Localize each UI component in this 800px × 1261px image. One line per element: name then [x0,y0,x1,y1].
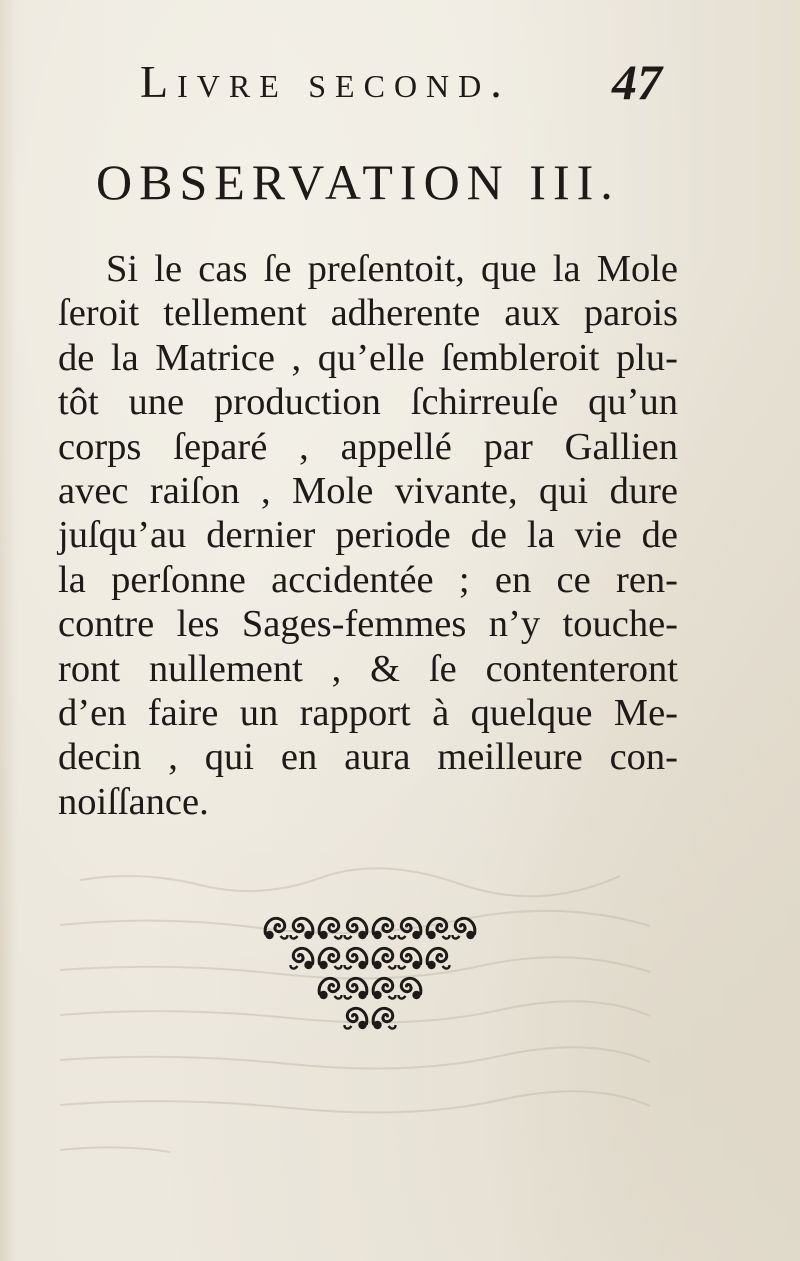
running-head-title: Livre second. [140,56,511,107]
fleuron-icon [345,1008,367,1029]
fleuron-icon [399,978,421,999]
fleuron-icon [427,948,449,969]
section-heading: OBSERVATION III. [96,154,620,210]
fleuron-icon [399,948,421,969]
fleuron-ornament-icon [255,910,485,1040]
fleuron-icon [373,918,395,939]
text-line: tôt une production ſchirreuſe qu’un [58,381,678,424]
text-line: ront nullement , & ſe contenteront [58,647,678,690]
fleuron-icon [399,918,421,939]
fleuron-icon [291,918,313,939]
text-line: d’en faire un rapport à quelque Me- [58,691,678,734]
text-line: decin , qui en aura meilleure con- [58,736,678,779]
fleuron-icon [319,918,341,939]
fleuron-icon [319,978,341,999]
fleuron-icon [345,918,367,939]
text-line: Si le cas ſe preſentoit, que la Mole [106,248,678,290]
text-line: avec raiſon , Mole vivante, qui dure [58,469,678,512]
page-number: 47 [612,54,662,110]
text-line: juſqu’au dernier periode de la vie de [58,514,678,557]
text-line: ſeroit tellement adherente aux parois [58,292,678,335]
text-line: corps ſeparé , appellé par Gallien [58,425,678,468]
fleuron-icon [319,948,341,969]
fleuron-icon [453,918,475,939]
body-paragraph [58,247,678,824]
fleuron-icon [345,948,367,969]
fleuron-icon [373,1008,395,1029]
text-line: la perſonne accidentée ; en ce ren- [58,558,678,601]
text-line: contre les Sages-femmes n’y touche- [58,603,678,646]
fleuron-icon [291,948,313,969]
text-line: de la Matrice , qu’elle ſembleroit plu- [58,336,678,379]
fleuron-icon [373,978,395,999]
fleuron-icon [265,918,287,939]
fleuron-icon [373,948,395,969]
text-line: noiſſance. [58,780,209,823]
fleuron-icon [427,918,449,939]
fleuron-icon [345,978,367,999]
